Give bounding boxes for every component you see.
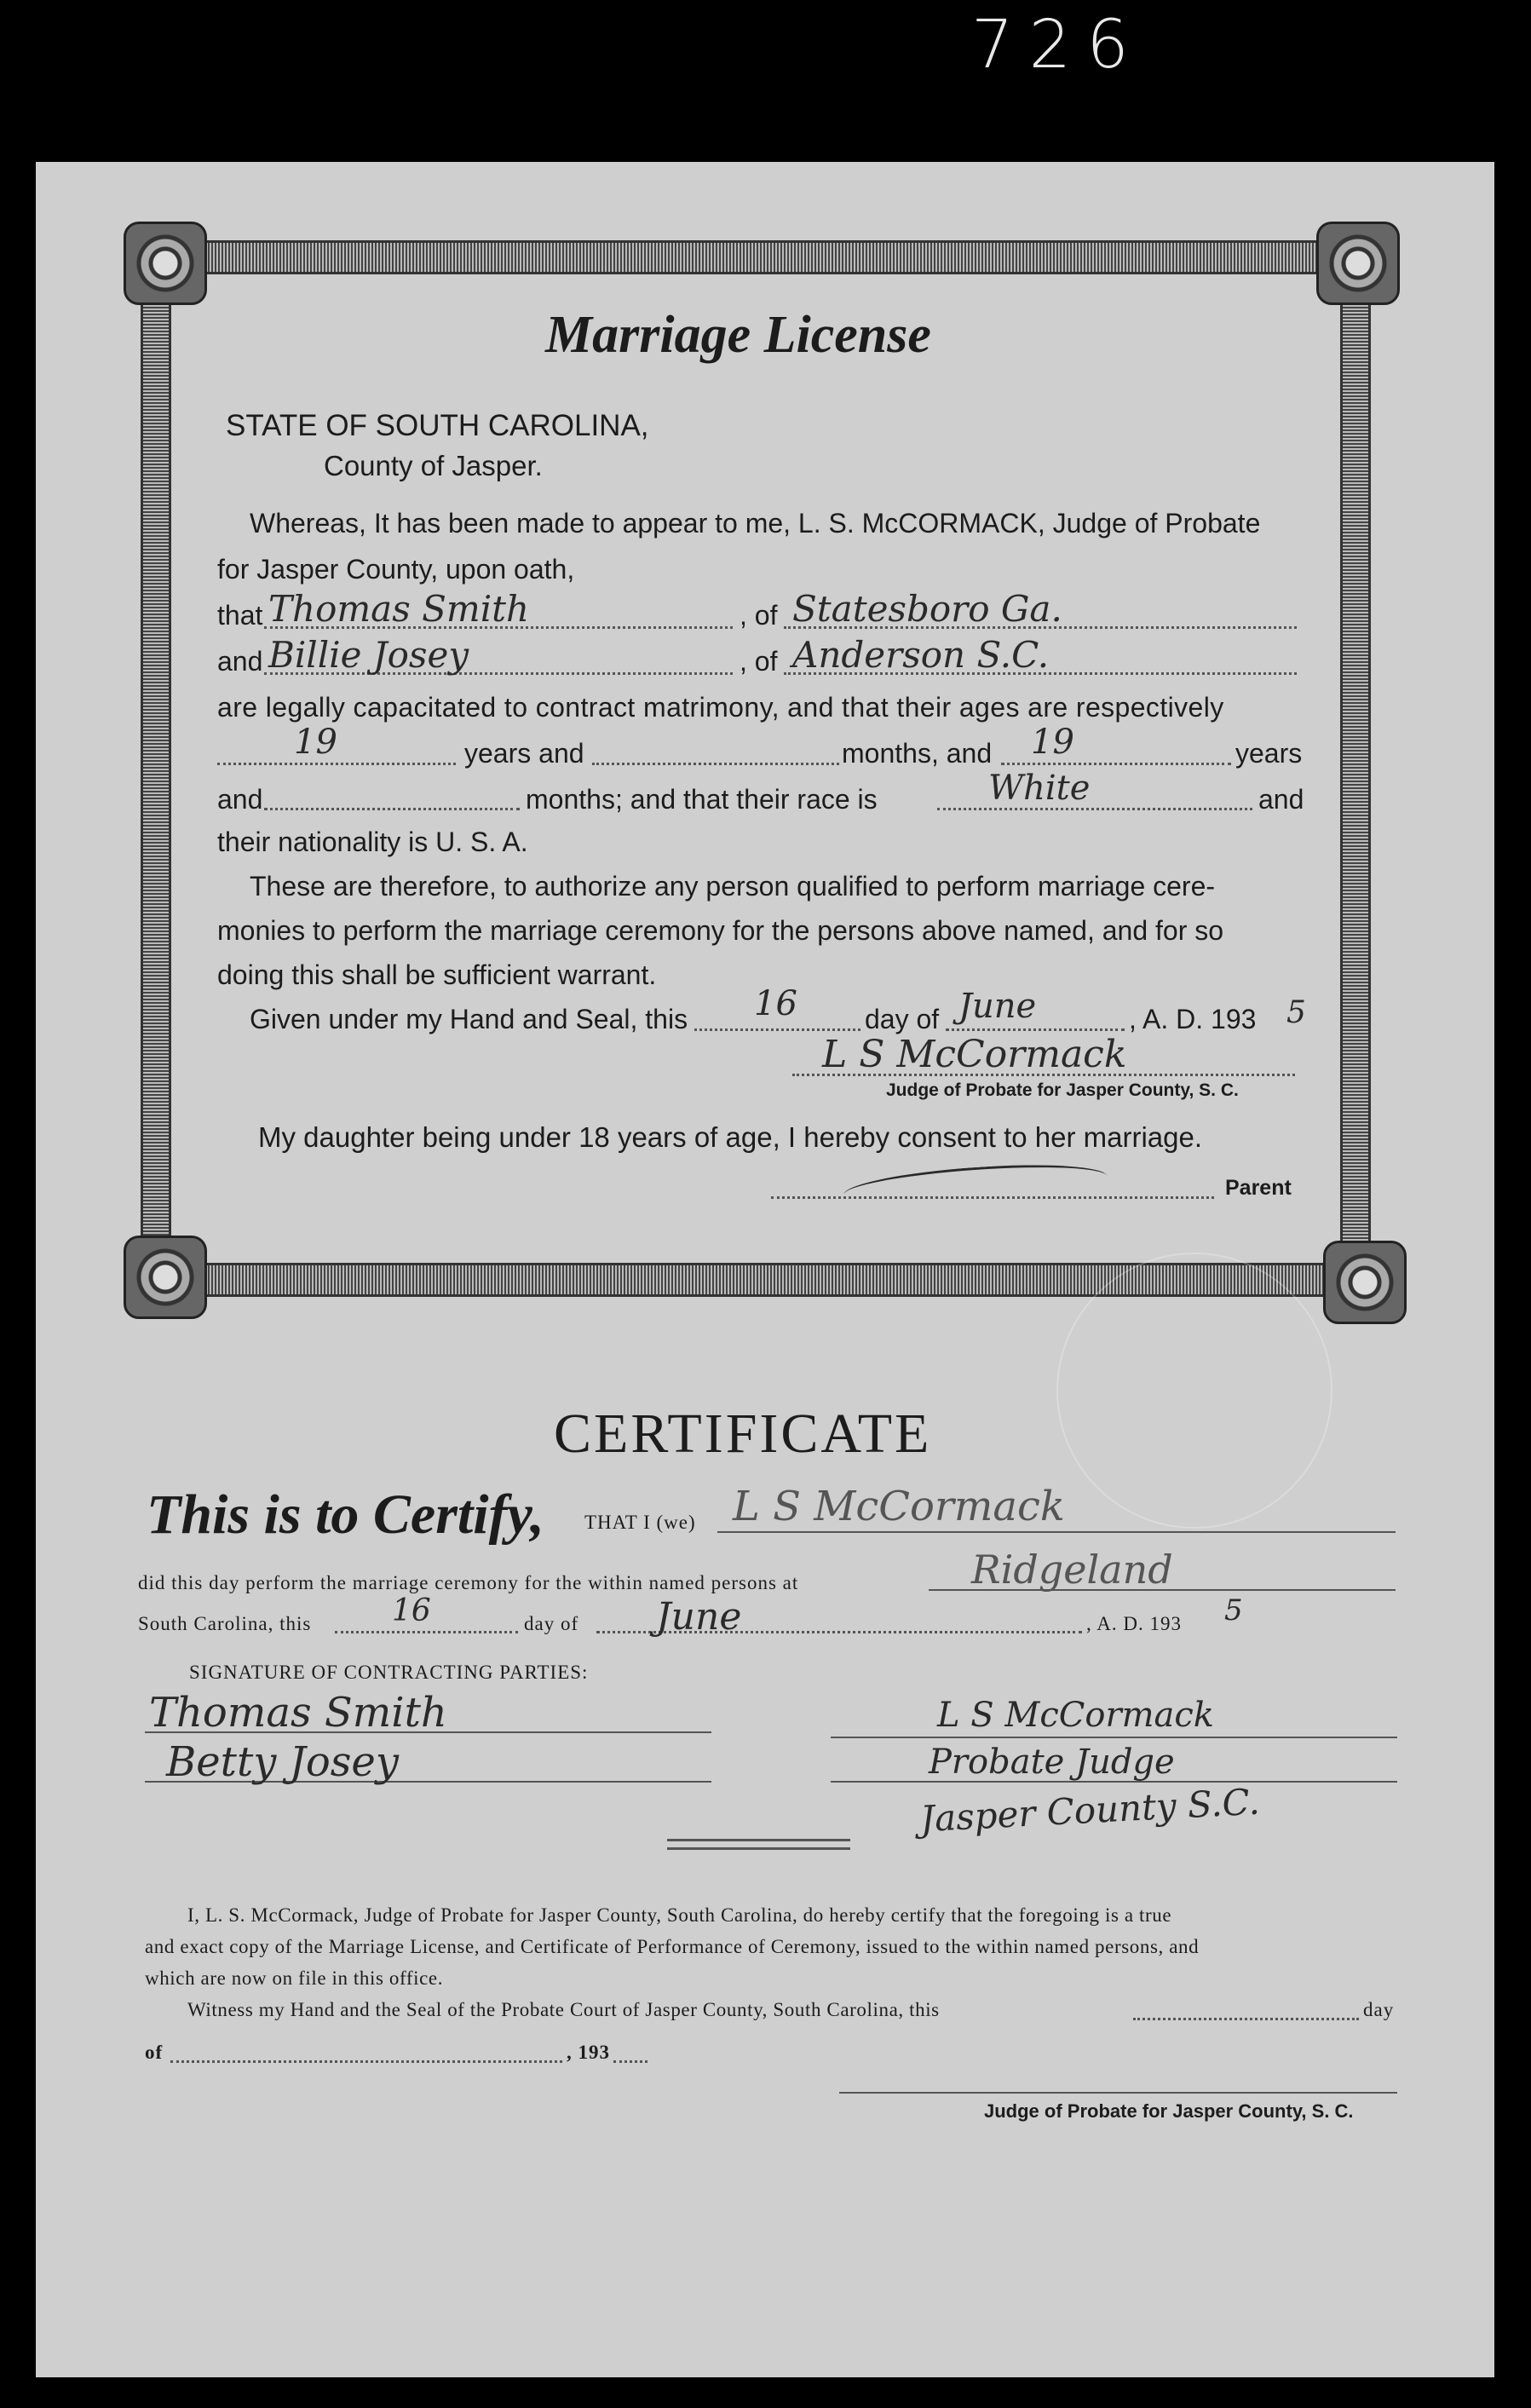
bride-name: Billie Josey	[268, 634, 469, 676]
ad-label: , A. D. 193	[1129, 1004, 1257, 1034]
of-label: , of	[740, 646, 778, 677]
months-and-label: months, and	[842, 738, 993, 769]
attestation-line-1: I, L. S. McCormack, Judge of Probate for Jasper County, South Carolina, do hereby certify that the foregoing is a true	[187, 1904, 1172, 1926]
witness-month-line	[170, 2060, 562, 2063]
groom-age-line	[217, 763, 456, 765]
given-month-line	[946, 1028, 1125, 1031]
license-title: Marriage License	[545, 306, 931, 364]
corner-ornament-icon	[1323, 1241, 1407, 1324]
attestation-line-3: which are now on file in this office.	[145, 1967, 444, 1989]
bride-months-line	[264, 808, 520, 810]
parent-label: Parent	[1225, 1176, 1292, 1200]
border-rail-left	[141, 294, 171, 1245]
given-day: 16	[754, 984, 797, 1023]
witness-year-label: , 193	[567, 2042, 610, 2063]
whereas-line-2: for Jasper County, upon oath,	[217, 554, 575, 585]
and-label-2: and	[217, 784, 263, 815]
given-year-digit: 5	[1286, 995, 1306, 1030]
cert-day: 16	[392, 1593, 431, 1628]
officiant-sig-text-1: L S McCormack	[937, 1696, 1214, 1735]
attestation-judge-caption: Judge of Probate for Jasper County, S. C.	[984, 2100, 1354, 2122]
that-label: that	[217, 600, 263, 631]
of-label: , of	[740, 600, 778, 631]
and-label-3: and	[1258, 784, 1304, 815]
given-month: June	[958, 987, 1037, 1026]
cert-ad-label: , A. D. 193	[1086, 1613, 1182, 1634]
consent-line: My daughter being under 18 years of age, I hereby consent to her marriage.	[258, 1121, 1202, 1153]
sc-this-label: South Carolina, this	[138, 1613, 312, 1634]
bride-residence: Anderson S.C.	[792, 634, 1050, 676]
day-of-label: day of	[865, 1004, 940, 1034]
whereas-line-1: Whereas, It has been made to appear to me, L. S. McCORMACK, Judge of Probate	[250, 508, 1261, 539]
scan-page-number: 726	[971, 7, 1144, 84]
judge-caption: Judge of Probate for Jasper County, S. C.	[886, 1080, 1239, 1100]
groom-name: Thomas Smith	[268, 588, 530, 630]
cert-day-of-label: day of	[524, 1613, 579, 1634]
officiant-signature: L S McCormack	[733, 1483, 1065, 1530]
officiant-line	[717, 1531, 1396, 1533]
years-label: years	[1235, 738, 1303, 769]
that-i-label: THAT I (we)	[584, 1512, 696, 1533]
years-and-label: years and	[464, 738, 584, 769]
race-line	[937, 808, 1252, 810]
contracting-parties-label: SIGNATURE OF CONTRACTING PARTIES:	[189, 1662, 589, 1683]
witness-of-label: of	[145, 2042, 164, 2063]
given-label: Given under my Hand and Seal, this	[250, 1004, 688, 1034]
groom-age: 19	[294, 723, 337, 762]
corner-ornament-icon	[1316, 222, 1400, 305]
certificate-title: CERTIFICATE	[554, 1403, 932, 1465]
corner-ornament-icon	[124, 1236, 207, 1319]
embossed-seal	[1056, 1253, 1332, 1529]
party1-signature: Thomas Smith	[149, 1689, 447, 1737]
cert-month: June	[656, 1595, 742, 1639]
witness-year-line	[613, 2060, 648, 2063]
authorize-line-1: These are therefore, to authorize any person qualified to perform marriage cere-	[250, 871, 1216, 902]
license-state: STATE OF SOUTH CAROLINA,	[226, 409, 649, 442]
certify-heading: This is to Certify,	[147, 1483, 544, 1546]
officiant-sig-line-1	[831, 1737, 1397, 1738]
officiant-sig-text-2: Probate Judge	[929, 1743, 1175, 1782]
authorize-line-2: monies to perform the marriage ceremony for the persons above named, and for so	[217, 915, 1224, 946]
groom-residence: Statesboro Ga.	[792, 588, 1062, 630]
capacity-line: are legally capacitated to contract matrimony, and that their ages are respectively	[217, 692, 1224, 723]
officiant-sig-text-3: Jasper County S.C.	[918, 1780, 1261, 1841]
divider-rule-2	[667, 1847, 850, 1850]
race: White	[988, 769, 1091, 808]
bride-age: 19	[1031, 723, 1074, 762]
cert-year-digit: 5	[1224, 1593, 1243, 1627]
border-rail-right	[1340, 294, 1371, 1245]
attestation-line-2: and exact copy of the Marriage License, and Certificate of Performance of Ceremony, issued to the within named persons, and	[145, 1936, 1200, 1957]
witness-day-line	[1133, 2018, 1359, 2020]
and-label: and	[217, 646, 263, 677]
bride-age-line	[1001, 763, 1231, 765]
attestation-judge-line	[839, 2092, 1397, 2094]
place: Ridgeland	[971, 1547, 1173, 1593]
border-rail-top	[192, 240, 1338, 274]
divider-rule-1	[667, 1839, 850, 1841]
given-day-line	[694, 1028, 860, 1031]
witness-line: Witness my Hand and the Seal of the Probate Court of Jasper County, South Carolina, this	[187, 1999, 940, 2020]
authorize-line-3: doing this shall be sufficient warrant.	[217, 959, 657, 990]
race-months-label: months; and that their race is	[526, 784, 878, 815]
groom-months-line	[592, 763, 839, 765]
judge-signature: L S McCormack	[822, 1033, 1127, 1076]
performed-line: did this day perform the marriage ceremony for the within named persons at	[138, 1572, 799, 1593]
party2-signature: Betty Josey	[166, 1738, 399, 1786]
cert-day-line	[335, 1631, 518, 1633]
witness-day-label: day	[1363, 1999, 1395, 2020]
license-county: County of Jasper.	[324, 450, 543, 481]
nationality-line: their nationality is U. S. A.	[217, 827, 528, 857]
corner-ornament-icon	[124, 222, 207, 305]
